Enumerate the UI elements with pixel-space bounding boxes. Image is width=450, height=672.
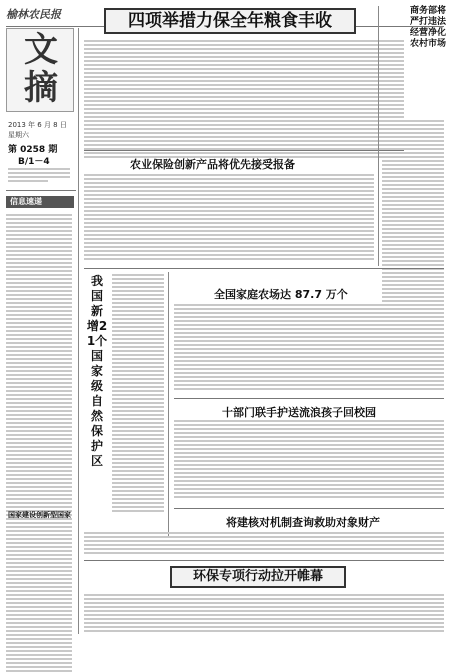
section-logo	[6, 28, 74, 112]
page-code: B/1－4	[18, 157, 50, 167]
insurance-headline: 农业保险创新产品将优先接受报备	[130, 158, 295, 171]
insurance-article-text	[84, 174, 374, 260]
sidebar-article-text	[6, 522, 72, 640]
right-column-divider	[378, 6, 379, 266]
right-headline-box	[410, 6, 446, 114]
environment-article-text	[84, 594, 444, 632]
rescue-article-text	[84, 532, 444, 554]
environment-headline: 环保专项行动拉开帷幕	[192, 569, 323, 584]
farms-bottom-rule	[174, 398, 444, 399]
environment-headline-box	[170, 566, 346, 588]
masthead-info-lines	[8, 168, 70, 182]
sidebar-article-headline: 国家建设创新型国家	[8, 511, 71, 519]
education-article-text	[174, 420, 444, 498]
vertical-headline: 我国新增21个国家级自然保护区	[86, 274, 108, 468]
rescue-bottom-rule	[84, 560, 444, 561]
rescue-headline: 将建核对机制查询救助对象财产	[226, 516, 380, 529]
farms-headline: 全国家庭农场达 87.7 万个	[214, 288, 348, 301]
education-bottom-rule	[174, 508, 444, 509]
lead-bottom-rule	[84, 150, 404, 151]
issue-date: 2013 年 6 月 8 日	[8, 121, 67, 129]
paper-name: 榆林农民报	[6, 8, 61, 21]
masthead-divider	[6, 190, 76, 191]
lead-headline-box	[104, 8, 356, 34]
sidebar-divider	[78, 28, 79, 634]
vertical-article-text	[112, 274, 164, 512]
vertical-article-divider	[168, 272, 169, 538]
insurance-bottom-rule	[84, 268, 444, 269]
right-article-text	[382, 120, 444, 318]
lead-article-text	[84, 40, 404, 158]
lead-headline: 四项举措力保全年粮食丰收	[128, 11, 332, 31]
sidebar-section-label: 信息速递	[10, 197, 42, 206]
right-headline: 商务部将严打违法经营净化农村市场	[410, 6, 447, 49]
issue-weekday: 星期六	[8, 131, 29, 139]
vertical-headline-box	[86, 274, 108, 468]
issue-number: 第 0258 期	[8, 145, 58, 155]
sidebar-section-label-box	[6, 196, 74, 208]
education-headline: 十部门联手护送流浪孩子回校园	[222, 406, 376, 419]
section-logo-text: 文摘	[24, 30, 58, 108]
farms-article-text	[174, 304, 444, 390]
